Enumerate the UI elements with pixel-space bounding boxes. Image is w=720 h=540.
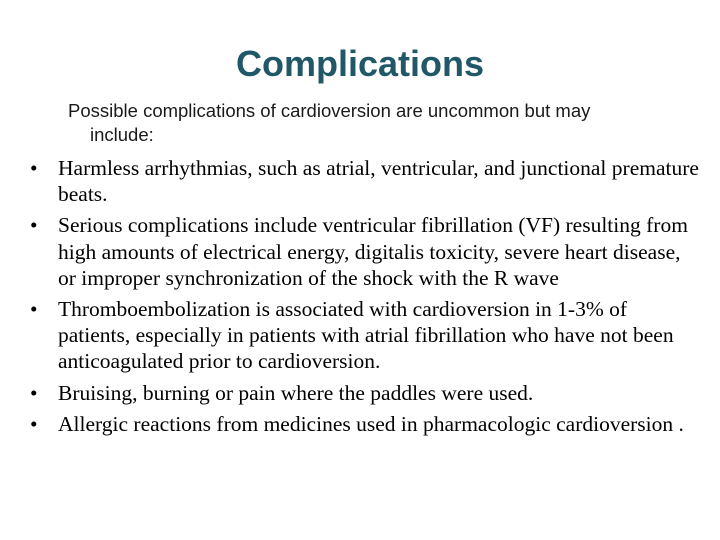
bullet-text: Bruising, burning or pain where the paddles were used.: [58, 380, 534, 405]
bullet-text: Harmless arrhythmias, such as atrial, ventricular, and junctional premature beats.: [58, 156, 699, 207]
bullet-item: [30, 296, 700, 375]
bullet-text: Serious complications include ventricular fibrillation (VF) resulting from high amounts of electrical energy, digitalis toxicity, severe heart disease, or improper synchronization of the shock with the R wave: [58, 213, 688, 290]
intro-text: [68, 99, 678, 147]
slide-title: Complications: [235, 43, 485, 84]
intro-line-1: Possible complications of cardioversion are uncommon but may: [68, 100, 591, 121]
bullet-dot-icon: •: [30, 213, 38, 238]
bullet-list: [30, 155, 700, 442]
bullet-item: [30, 212, 700, 291]
bullet-dot-icon: •: [30, 411, 38, 436]
bullet-dot-icon: •: [30, 380, 38, 405]
bullet-text: Allergic reactions from medicines used in pharmacologic cardioversion .: [58, 411, 684, 436]
bullet-dot-icon: •: [30, 297, 38, 322]
bullet-text: Thromboembolization is associated with cardioversion in 1-3% of patients, especially in patients with atrial fibrillation who have not been anticoagulated prior to cardioversion.: [58, 297, 674, 374]
bullet-item: [30, 411, 700, 437]
bullet-item: [30, 155, 700, 207]
intro-line-2: include:: [90, 124, 154, 145]
bullet-dot-icon: •: [30, 156, 38, 180]
bullet-item: [30, 380, 700, 406]
